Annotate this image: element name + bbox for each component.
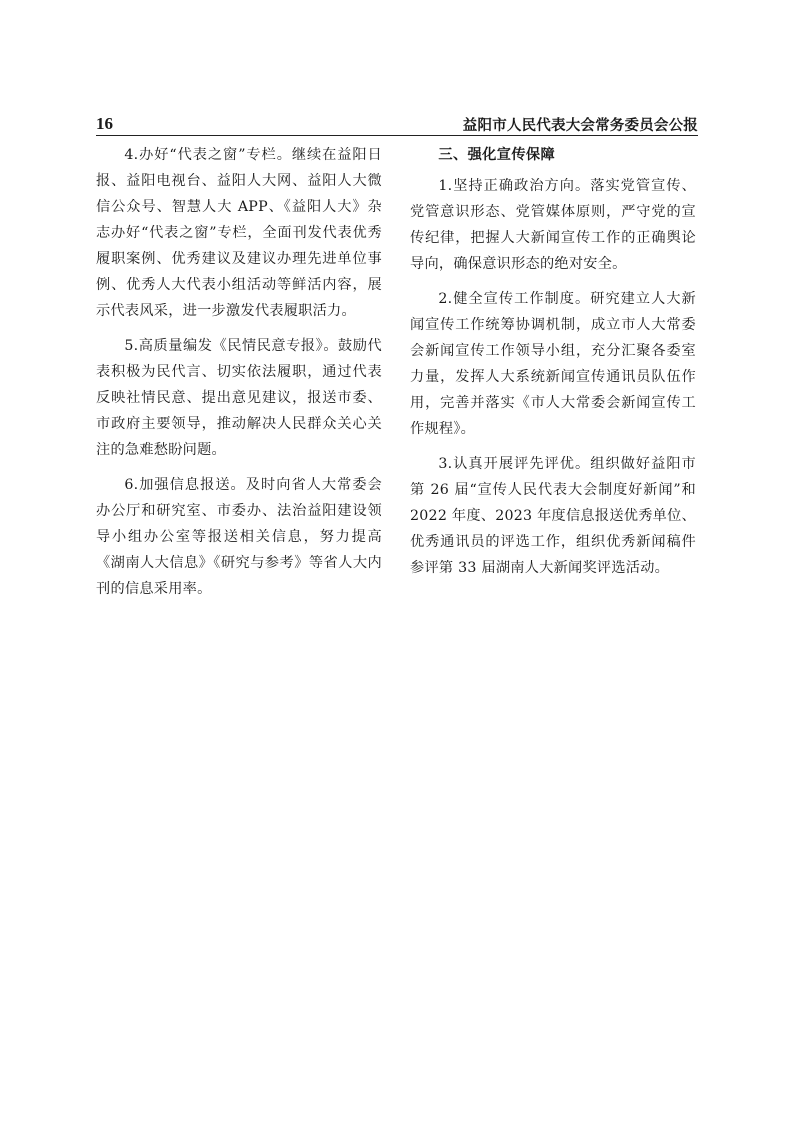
paragraph-1: 1.坚持正确政治方向。落实党管宣传、党管意识形态、党管媒体原则，严守党的宣传纪律，把握人大新闻宣传工作的正确舆论导向，确保意识形态的绝对安全。 — [410, 178, 696, 272]
paragraph-4: 4.办好“代表之窗”专栏。继续在益阳日报、益阳电视台、益阳人大网、益阳人大微信公众号、智慧人大 APP、《益阳人大》杂志办好“代表之窗”专栏，全面刊发代表优秀履职案例、优秀建议及建议办理先进单位事例、优秀人大代表小组活动等鲜活内容，展示代表风采，进一步激发代表履职活力。 — [96, 147, 382, 319]
paragraph-2: 2.健全宣传工作制度。研究建立人大新闻宣传工作统筹协调机制，成立市人大常委会新闻宣传工作领导小组，充分汇聚各委室力量，发挥人大系统新闻宣传通讯员队伍作用，完善并落实《市人大常委会新闻宣传工作规程》。 — [410, 291, 696, 437]
left-column — [96, 142, 382, 602]
paragraph-3: 3.认真开展评先评优。组织做好益阳市第 26 届“宣传人民代表大会制度好新闻”和 2022 年度、2023 年度信息报送优秀单位、优秀通讯员的评选工作，组织优秀新闻稿件参评第 33 届湖南人大新闻奖评选活动。 — [410, 456, 696, 576]
right-column — [410, 142, 696, 581]
paragraph-6: 6.加强信息报送。及时向省人大常委会办公厅和研究室、市委办、法治益阳建设领导小组办公室等报送相关信息，努力提高《湖南人大信息》《研究与参考》等省人大内刊的信息采用率。 — [96, 477, 382, 597]
journal-title: 益阳市人民代表大会常务委员会公报 — [462, 117, 698, 134]
page-number: 16 — [96, 114, 113, 133]
paragraph-5: 5.高质量编发《民情民意专报》。鼓励代表积极为民代言、切实依法履职，通过代表反映社情民意、提出意见建议，报送市委、市政府主要领导，推动解决人民群众关心关注的急难愁盼问题。 — [96, 338, 382, 458]
page-header — [96, 112, 698, 136]
header-rule — [96, 135, 698, 136]
section-heading: 三、强化宣传保障 — [438, 147, 556, 163]
